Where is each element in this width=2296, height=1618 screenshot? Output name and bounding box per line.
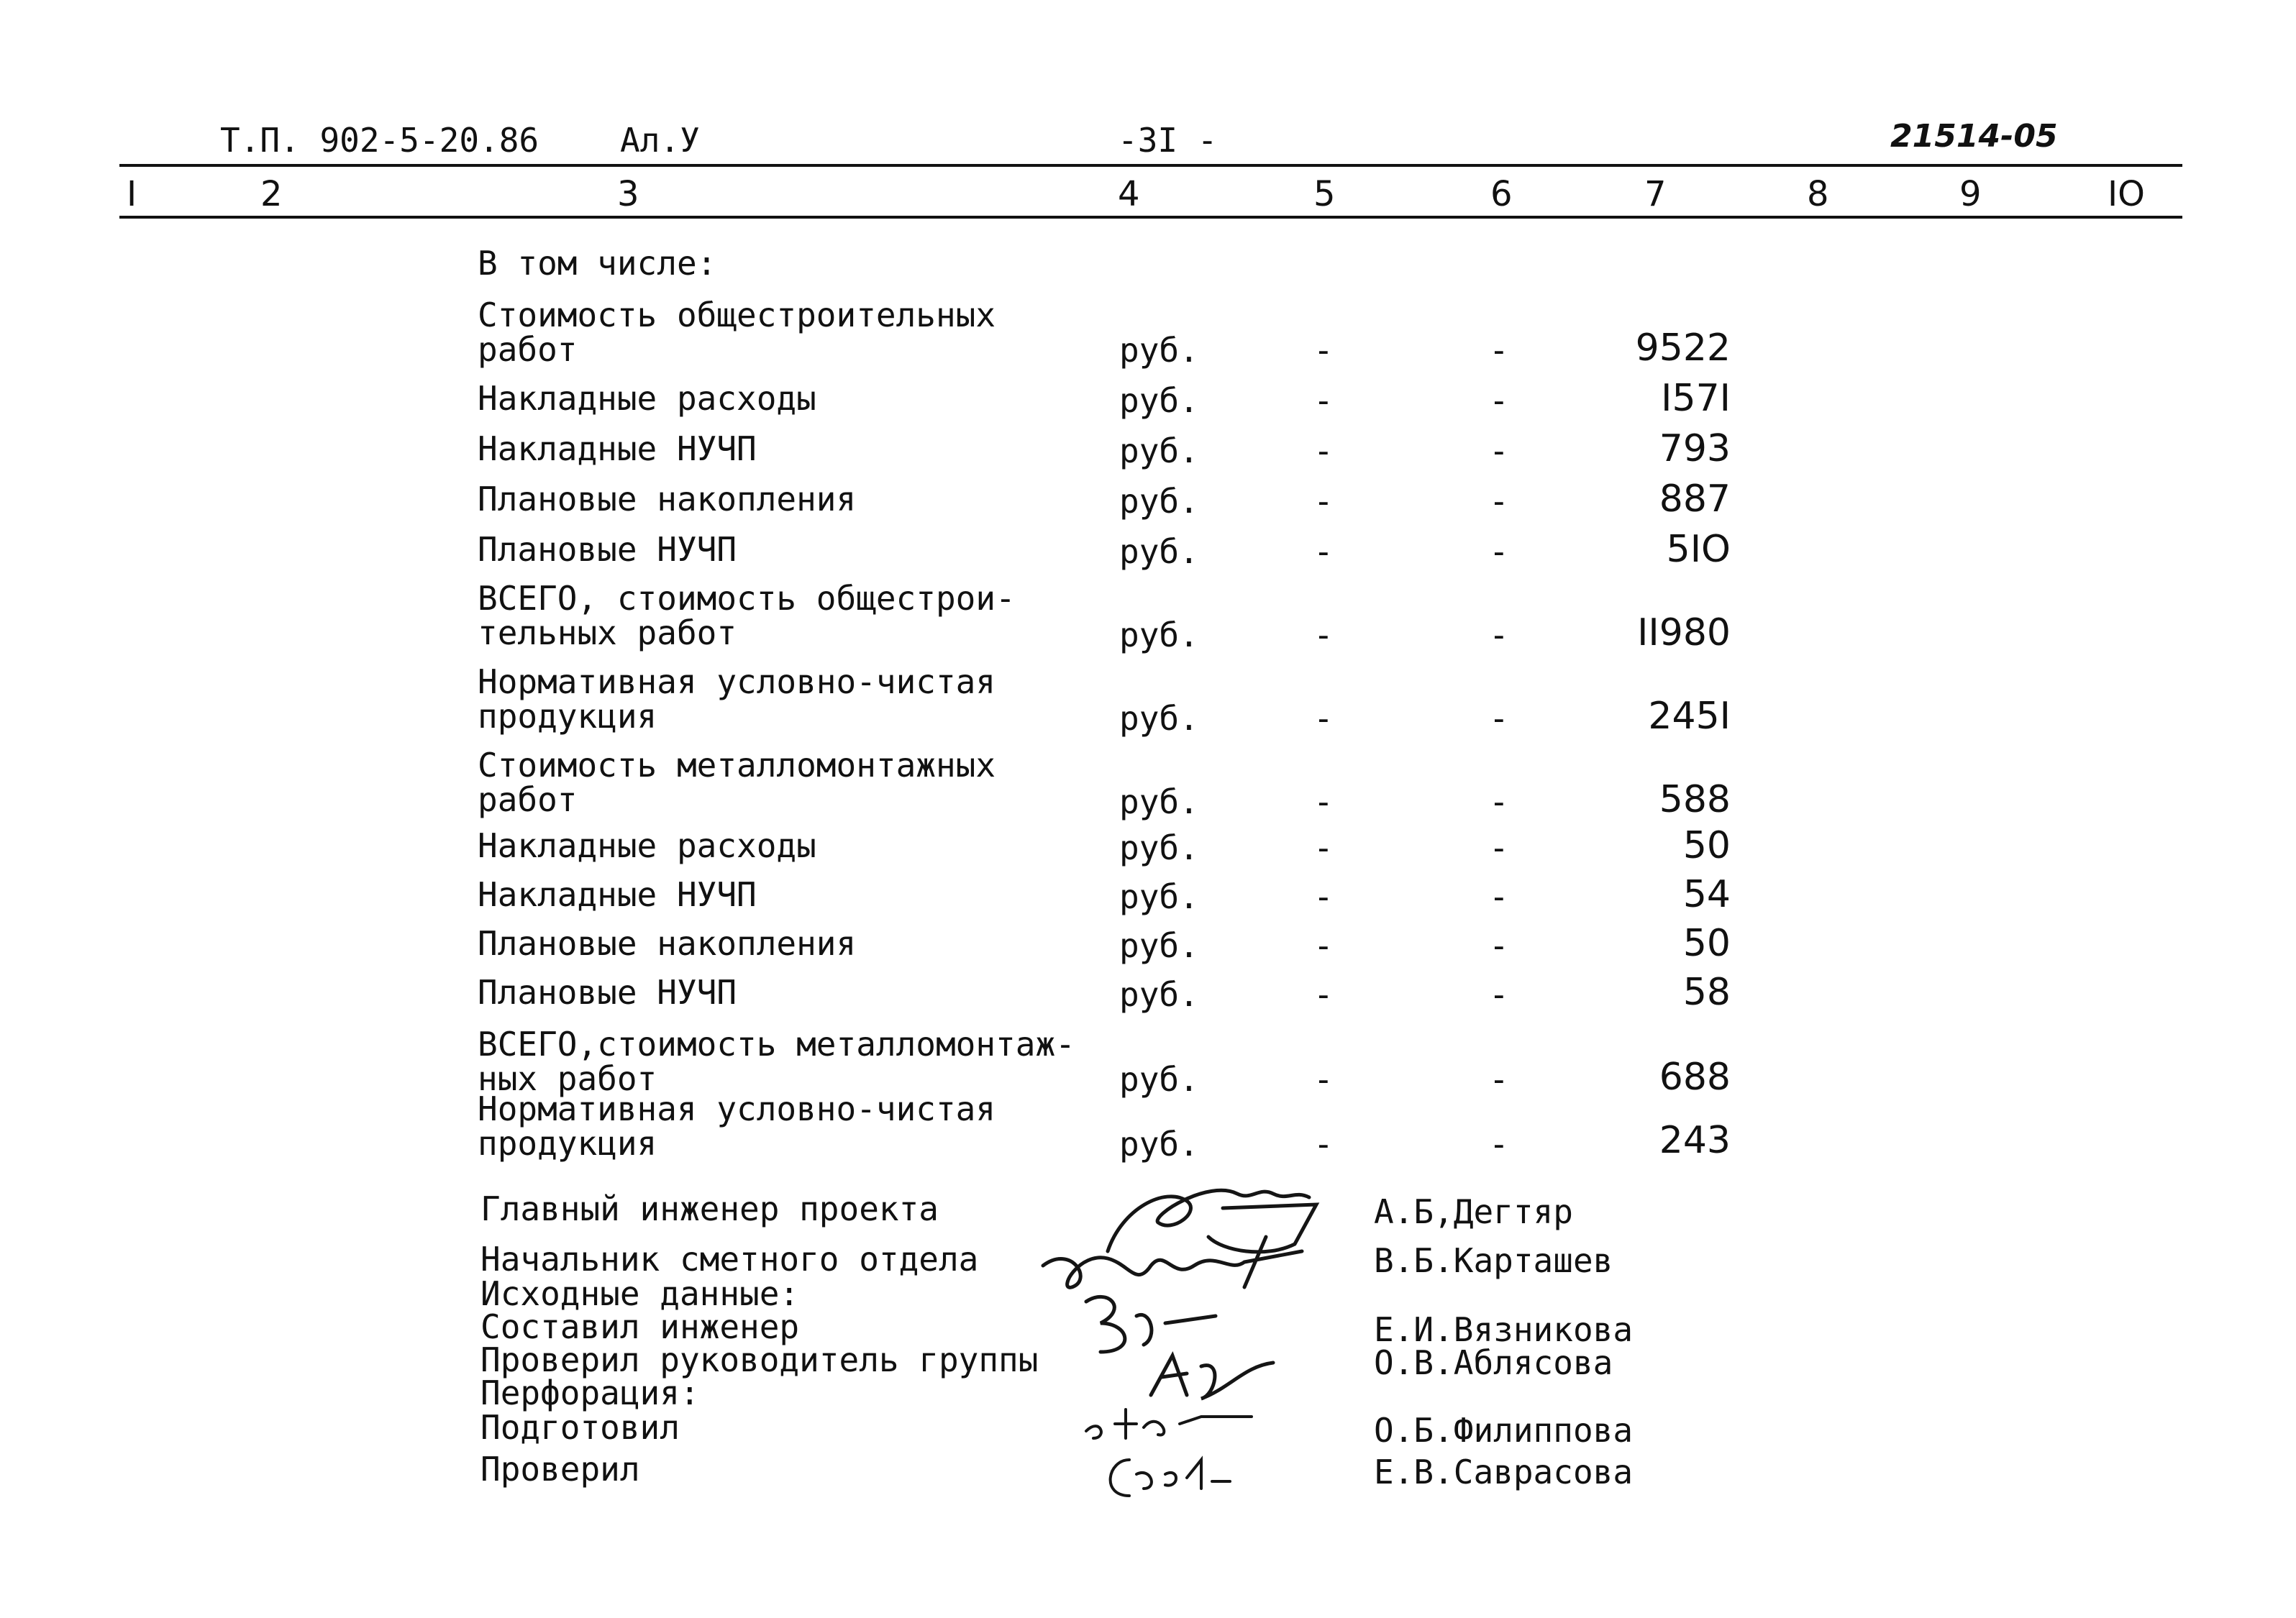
row-col5: - [1313,482,1334,521]
section-intro: В том числе: [478,244,717,283]
row-name-line: Плановые НУЧП [478,973,737,1012]
row-col5: - [1313,331,1334,370]
row-value: 54 [1682,873,1731,916]
row-name-line: продукция [478,697,657,736]
row-col5: - [1313,828,1334,867]
row-col5: - [1313,1125,1334,1164]
row-name-line: ных работ [478,1059,657,1098]
row-unit: руб. [1119,381,1199,420]
row-col5: - [1313,1060,1334,1099]
inventory-number: 21514-05 [1890,118,2058,155]
row-value: 688 [1659,1056,1731,1099]
column-number-9: 9 [1959,174,1982,214]
row-name-line: тельных работ [478,613,737,652]
row-unit: руб. [1119,699,1199,738]
row-col6: - [1489,616,1509,654]
row-name [478,975,737,1010]
sign-name-ablyasova: О.В.Аблясова [1374,1343,1613,1382]
sign-role-prepared: Подготовил [480,1408,680,1447]
sign-role-checked: Проверил [480,1450,640,1489]
row-name-line: ВСЕГО, стоимость общестрои- [478,579,1016,618]
row-value: 50 [1682,922,1731,965]
row-name [478,532,737,567]
sign-role-estimate-head: Начальник сметного отдела [480,1240,979,1279]
doc-code: Т.П. 902-5-20.86 [220,121,539,160]
row-value: 887 [1659,477,1731,521]
row-unit: руб. [1119,482,1199,521]
row-col5: - [1313,877,1334,916]
row-name [478,1027,1075,1096]
row-unit: руб. [1119,1060,1199,1099]
row-name [478,581,1016,650]
header-rule-under-numbers [119,216,2182,219]
row-name-line: Накладные НУЧП [478,875,757,914]
column-number-8: 8 [1807,174,1829,214]
row-value: 245I [1648,695,1731,738]
row-col6: - [1489,431,1509,470]
row-name [478,828,816,863]
row-col5: - [1313,926,1334,965]
row-value: 588 [1659,778,1731,821]
row-name-line: Нормативная условно-чистая [478,662,996,701]
row-col6: - [1489,877,1509,916]
sign-name-vyaznikova: Е.И.Вязникова [1374,1310,1634,1349]
row-name-line: Нормативная условно-чистая [478,1089,996,1128]
row-unit: руб. [1119,331,1199,370]
row-col5: - [1313,699,1334,738]
column-number-7: 7 [1644,174,1667,214]
row-col6: - [1489,331,1509,370]
row-col6: - [1489,1125,1509,1164]
row-unit: руб. [1119,877,1199,916]
column-number-1: I [127,174,137,214]
column-number-5: 5 [1313,174,1336,214]
row-name [478,662,996,736]
row-name [478,381,816,416]
row-col5: - [1313,782,1334,821]
row-name-line: ВСЕГО,стоимость металломонтаж- [478,1025,1075,1064]
row-col6: - [1489,782,1509,821]
row-unit: руб. [1119,431,1199,470]
page-number: -3I - [1118,121,1218,160]
row-unit: руб. [1119,1125,1199,1164]
column-number-2: 2 [260,174,283,214]
row-name-line: Накладные расходы [478,826,816,865]
row-name [478,926,856,961]
row-value: I57I [1661,377,1731,420]
row-value: 58 [1682,971,1731,1014]
row-col5: - [1313,616,1334,654]
signature-checked [1093,1445,1237,1503]
sign-name-filippova: О.Б.Филиппова [1374,1411,1634,1450]
row-name-line: Стоимость общестроительных [478,296,996,334]
row-col6: - [1489,975,1509,1014]
row-value: 50 [1682,824,1731,867]
row-col6: - [1489,828,1509,867]
row-name-line: Накладные расходы [478,379,816,418]
column-number-4: 4 [1118,174,1140,214]
row-name [478,298,996,367]
row-value: 9522 [1635,326,1731,370]
row-name-line: Плановые НУЧП [478,530,737,569]
row-col5: - [1313,532,1334,571]
row-name [478,748,996,817]
row-name-line: Плановые накопления [478,480,857,518]
sign-role-chief-engineer: Главный инженер проекта [480,1189,939,1228]
row-name-line: Стоимость металломонтажных [478,746,996,785]
signature-prepared [1072,1395,1259,1453]
sign-name-kartashev: В.Б.Карташев [1374,1241,1613,1280]
row-col6: - [1489,381,1509,420]
row-name-line: работ [478,330,578,369]
sign-heading-source-data: Исходные данные: [480,1274,800,1313]
sign-name-savrasova: Е.В.Саврасова [1374,1453,1634,1491]
row-col5: - [1313,975,1334,1014]
sign-heading-perforation: Перфорация: [480,1374,700,1412]
row-value: 5IO [1666,528,1731,571]
row-col5: - [1313,381,1334,420]
row-name [478,877,757,912]
row-name-line: Накладные НУЧП [478,429,757,468]
sign-role-checked-group-lead: Проверил руководитель группы [480,1340,1039,1379]
row-unit: руб. [1119,532,1199,571]
row-unit: руб. [1119,926,1199,965]
header-rule-top [119,164,2182,167]
row-col5: - [1313,431,1334,470]
row-col6: - [1489,1060,1509,1099]
sign-role-compiled: Составил инженер [480,1307,800,1346]
row-col6: - [1489,482,1509,521]
row-name [478,482,856,516]
column-number-6: 6 [1490,174,1513,214]
sign-name-degtyar: А.Б,Дегтяр [1374,1192,1573,1231]
row-name [478,431,757,466]
row-value: II980 [1637,611,1731,654]
row-value: 793 [1659,427,1731,470]
row-name-line: работ [478,780,578,819]
row-name-line: продукция [478,1124,657,1163]
row-col6: - [1489,532,1509,571]
row-name-line: Плановые накопления [478,924,857,963]
row-unit: руб. [1119,828,1199,867]
row-unit: руб. [1119,975,1199,1014]
album-label: Ал.У [620,121,700,160]
row-value: 243 [1659,1119,1731,1162]
row-name [478,1089,996,1163]
column-number-10: IO [2108,174,2145,214]
row-col6: - [1489,699,1509,738]
row-unit: руб. [1119,616,1199,654]
column-number-3: 3 [617,174,639,214]
row-col6: - [1489,926,1509,965]
row-unit: руб. [1119,782,1199,821]
